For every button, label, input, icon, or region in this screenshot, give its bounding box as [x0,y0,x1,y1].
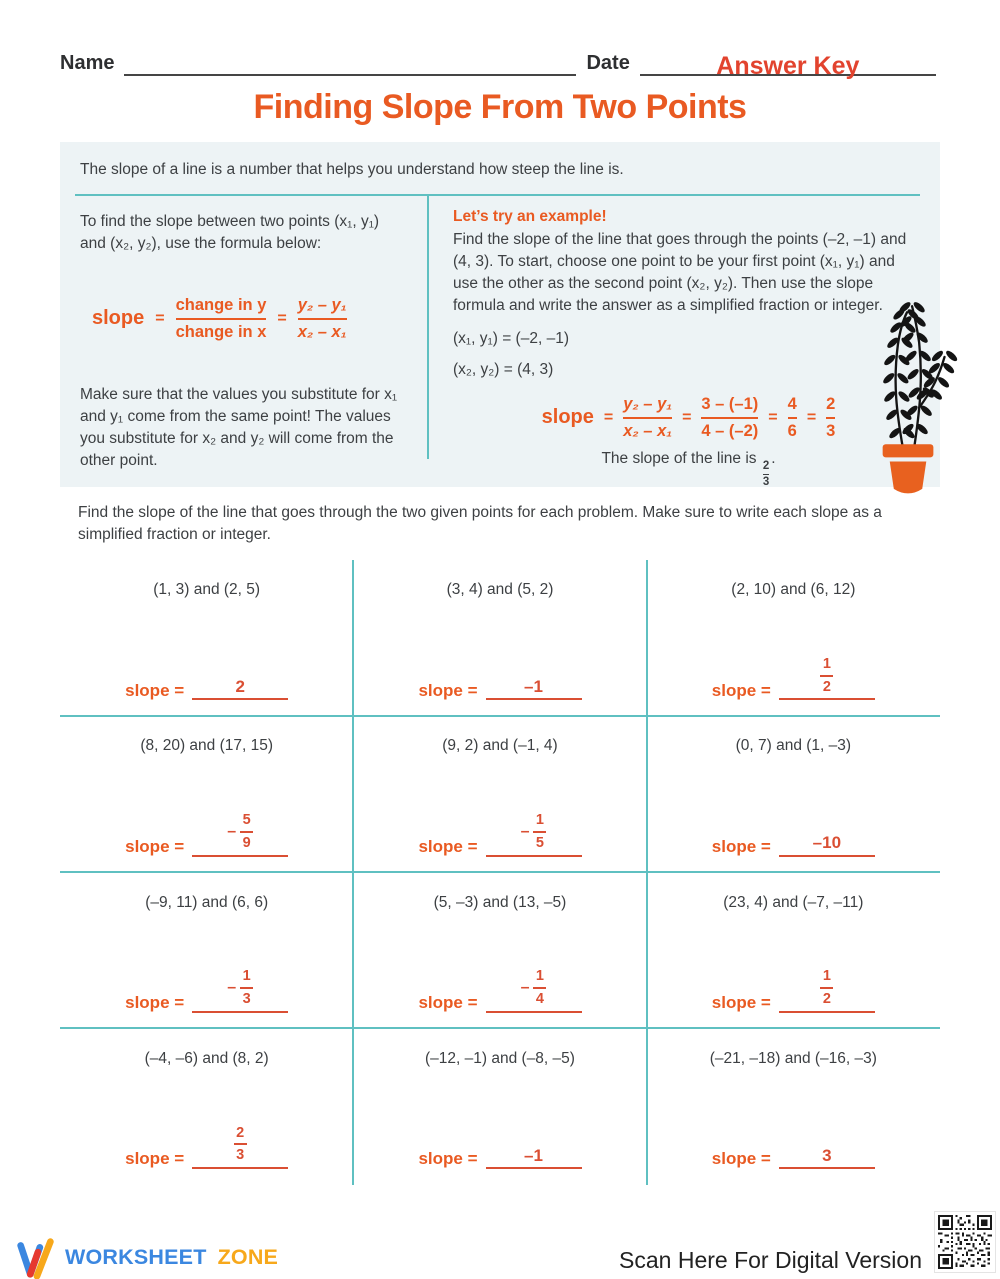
slope-word: slope [92,307,145,330]
intro-lead: The slope of a line is a number that helps you understand how steep the line is. [80,161,624,178]
answer-key-text: Answer Key [716,52,860,80]
fraction-stack [240,812,253,851]
fraction-bar [820,987,833,989]
plant-pot [883,444,934,493]
fraction-numerator: y₂ – y₁ [623,395,673,413]
simplified-fraction [826,394,835,441]
fraction-numerator: 4 [787,395,797,413]
fraction-bar [820,675,833,677]
problem-cell [353,873,646,1029]
fraction-denominator: 4 – (–2) [701,421,759,440]
name-blank-line [124,50,576,76]
example-point-2: (x₂, y₂) = (4, 3) [453,361,554,378]
slope-label: slope = [711,993,771,1013]
scan-here-text: Scan Here For Digital Version [619,1247,922,1273]
fraction-denominator: x₂ – x₁ [623,421,673,440]
fraction-stack [820,656,833,695]
problem-cell [353,560,646,716]
answer-value: 3 [822,1145,832,1165]
answer-blank-line [779,833,875,856]
fraction-bar [826,417,835,419]
fraction-denominator: 5 [535,834,544,851]
fraction-stack [820,968,833,1007]
fraction-denominator: change in x [175,322,267,341]
answer-blank-line [486,677,582,700]
fraction-sign: – [520,822,530,840]
problem-points: (9, 2) and (–1, 4) [442,737,558,755]
fraction-denominator: 6 [787,421,797,440]
answer-value: –10 [812,833,842,853]
problem-cell [647,716,940,872]
slope-label: slope = [125,836,185,856]
problem-answer [418,812,581,856]
problem-points: (–12, –1) and (–8, –5) [425,1049,575,1067]
fraction-numerator: y₂ – y₁ [297,296,347,314]
brand-zone-text: ZONE [217,1244,279,1269]
answer-fraction [521,812,547,851]
answer-fraction [521,968,547,1007]
fraction-numerator: 3 – (–1) [701,395,759,413]
formula-intro-text: To find the slope between two points (x₁, y₁) and (x₂, y₂), use the formula below: [80,213,380,252]
slope-formula [92,295,407,342]
fraction-numerator: 1 [535,968,544,985]
problem-points: (5, –3) and (13, –5) [433,893,567,911]
slope-label: slope = [711,836,771,856]
fraction-denominator: 3 [826,421,836,440]
intro-left-column [60,196,427,483]
answer-fraction [820,968,833,1007]
fraction-bar [701,417,758,419]
fraction-sign: – [520,979,530,997]
slope-label: slope = [418,993,478,1013]
problem-cell [647,1029,940,1185]
example-conclusion [453,450,924,488]
problem-points: (–9, 11) and (6, 6) [145,893,269,911]
problems-section [60,560,940,1185]
answer-blank-line [779,1146,875,1169]
problem-points: (1, 3) and (2, 5) [153,581,261,598]
fraction-stack [533,812,546,851]
instructions-text: Find the slope of the line that goes through the two given points for each problem. Make sure to write each slope as a simplified fraction or integer. [78,504,882,544]
problem-answer [125,812,288,856]
answer-blank-line [192,1125,288,1169]
answer-fraction [227,968,253,1007]
problem-cell [647,560,940,716]
fraction-denominator: 2 [822,678,831,695]
slope-label: slope = [711,680,771,700]
conclusion-period: . [771,450,776,468]
fraction-numerator: 1 [822,968,831,985]
grid-horizontal-divider [60,715,940,717]
date-blank-line [640,50,936,80]
fraction-numerator: 1 [535,812,544,829]
conclusion-text: The slope of the line is [601,450,757,468]
example-text: Find the slope of the line that goes through the points (–2, –1) and (4, 3). To start, choose one point to be your first point (x₁, y₁) and use the other as the second point (x₂, y₂). Then use the slope formula and write the answer as a simplified fraction or integer. [453,231,907,314]
fraction-denominator: x₂ – x₁ [297,322,347,341]
problem-cell [647,873,940,1029]
problem-answer [712,1146,875,1169]
fraction-stack [240,968,253,1007]
problem-cell [60,873,353,1029]
answer-value: –1 [524,676,543,696]
fraction-denominator: 3 [236,1147,245,1164]
problem-points: (–21, –18) and (–16, –3) [709,1049,877,1067]
slope-label: slope = [125,680,185,700]
problem-cell [353,716,646,872]
fraction-sign: – [227,822,237,840]
answer-fraction [234,1125,247,1164]
intro-box [60,142,940,487]
date-label: Date [586,52,630,74]
fraction-denominator: 3 [242,991,251,1008]
fraction-bar [788,417,797,419]
equals-sign: = [806,408,817,426]
page-title: Finding Slope From Two Points [253,88,747,126]
example-point-1: (x₁, y₁) = (–2, –1) [453,330,569,347]
name-label: Name [60,52,115,74]
brand-worksheet-text: WORKSHEET [65,1244,207,1269]
slope-label: slope = [418,1149,478,1169]
problem-points: (2, 10) and (6, 12) [731,581,856,598]
fraction-stack [234,1125,247,1164]
intro-columns [60,196,940,488]
slope-label: slope = [418,836,478,856]
problem-answer [418,968,581,1012]
problem-points: (3, 4) and (5, 2) [446,581,554,598]
fraction-bar [240,831,253,833]
problem-cell [60,716,353,872]
equals-sign: = [603,408,614,426]
fraction-denominator: 4 [535,991,544,1008]
problem-cell [60,560,353,716]
fraction-bar [240,987,253,989]
answer-blank-line [192,968,288,1012]
fraction-stack [533,968,546,1007]
grid-horizontal-divider [60,871,940,873]
fraction-numerator: change in y [175,296,267,314]
problem-cell [353,1029,646,1185]
fraction-numerator: 1 [242,968,251,985]
formula-note: Make sure that the values you substitute for x₁ and y₁ come from the same point! The values you substitute for x₂ and y₂ will come from the other point. [80,386,398,470]
fraction-bar [623,417,672,419]
worksheet-zone-w-icon [14,1234,58,1279]
slope-word: slope [541,406,594,429]
answer-blank-line [486,812,582,856]
problem-points: (–4, –6) and (8, 2) [144,1049,269,1067]
answer-blank-line [779,968,875,1012]
slope-label: slope = [418,680,478,700]
answer-blank-line [192,677,288,700]
answer-blank-line [192,812,288,856]
fraction-denominator: 2 [822,991,831,1008]
worksheet-zone-logo [14,1234,278,1279]
fraction-bar [763,474,769,475]
problem-points: (23, 4) and (–7, –11) [723,893,864,911]
problem-answer [418,1146,581,1169]
equals-sign: = [277,309,287,327]
problem-answer [712,968,875,1012]
slope-label: slope = [711,1149,771,1169]
problem-points: (8, 20) and (17, 15) [140,737,274,755]
example-calculation [453,394,924,441]
change-fraction [176,295,267,342]
equals-sign: = [682,408,692,426]
answer-blank-line [486,1146,582,1169]
variable-fraction [298,295,347,342]
answer-blank-line [779,656,875,700]
slope-label: slope = [125,1149,185,1169]
answer-fraction [820,656,833,695]
fraction-denominator: 3 [762,475,770,488]
fraction-numerator: 2 [236,1124,245,1141]
problem-answer [418,677,581,700]
fraction-numerator: 5 [242,812,251,829]
fraction-numerator: 2 [826,395,836,413]
header [60,50,938,80]
fraction-bar [533,987,546,989]
equals-sign: = [768,408,778,426]
potted-plant-illustration [856,290,958,498]
problem-answer [712,656,875,700]
fraction-denominator: 9 [242,834,251,851]
fraction-numerator: 2 [762,460,770,473]
substituted-fraction [701,394,758,441]
problem-answer [125,968,288,1012]
answer-value: –1 [524,1145,543,1165]
grid-horizontal-divider [60,1027,940,1029]
problem-points: (0, 7) and (1, –3) [735,737,852,755]
fraction-bar [176,318,267,320]
result-fraction [788,394,797,441]
problem-cell [60,1029,353,1185]
answer-fraction [227,812,253,851]
example-heading: Let’s try an example! [453,208,607,225]
answer-blank-line [486,968,582,1012]
problem-answer [125,1125,288,1169]
fraction-numerator: 1 [822,655,831,672]
conclusion-fraction [763,460,769,488]
fraction-bar [533,831,546,833]
slope-label: slope = [125,993,185,1013]
equals-sign: = [155,309,165,327]
problem-answer [125,677,288,700]
fraction-bar [234,1143,247,1145]
fraction-sign: – [227,979,237,997]
fraction-bar [298,318,347,320]
problem-answer [712,833,875,856]
qr-code [934,1211,996,1273]
answer-value: 2 [235,676,245,696]
variable-fraction [623,394,672,441]
